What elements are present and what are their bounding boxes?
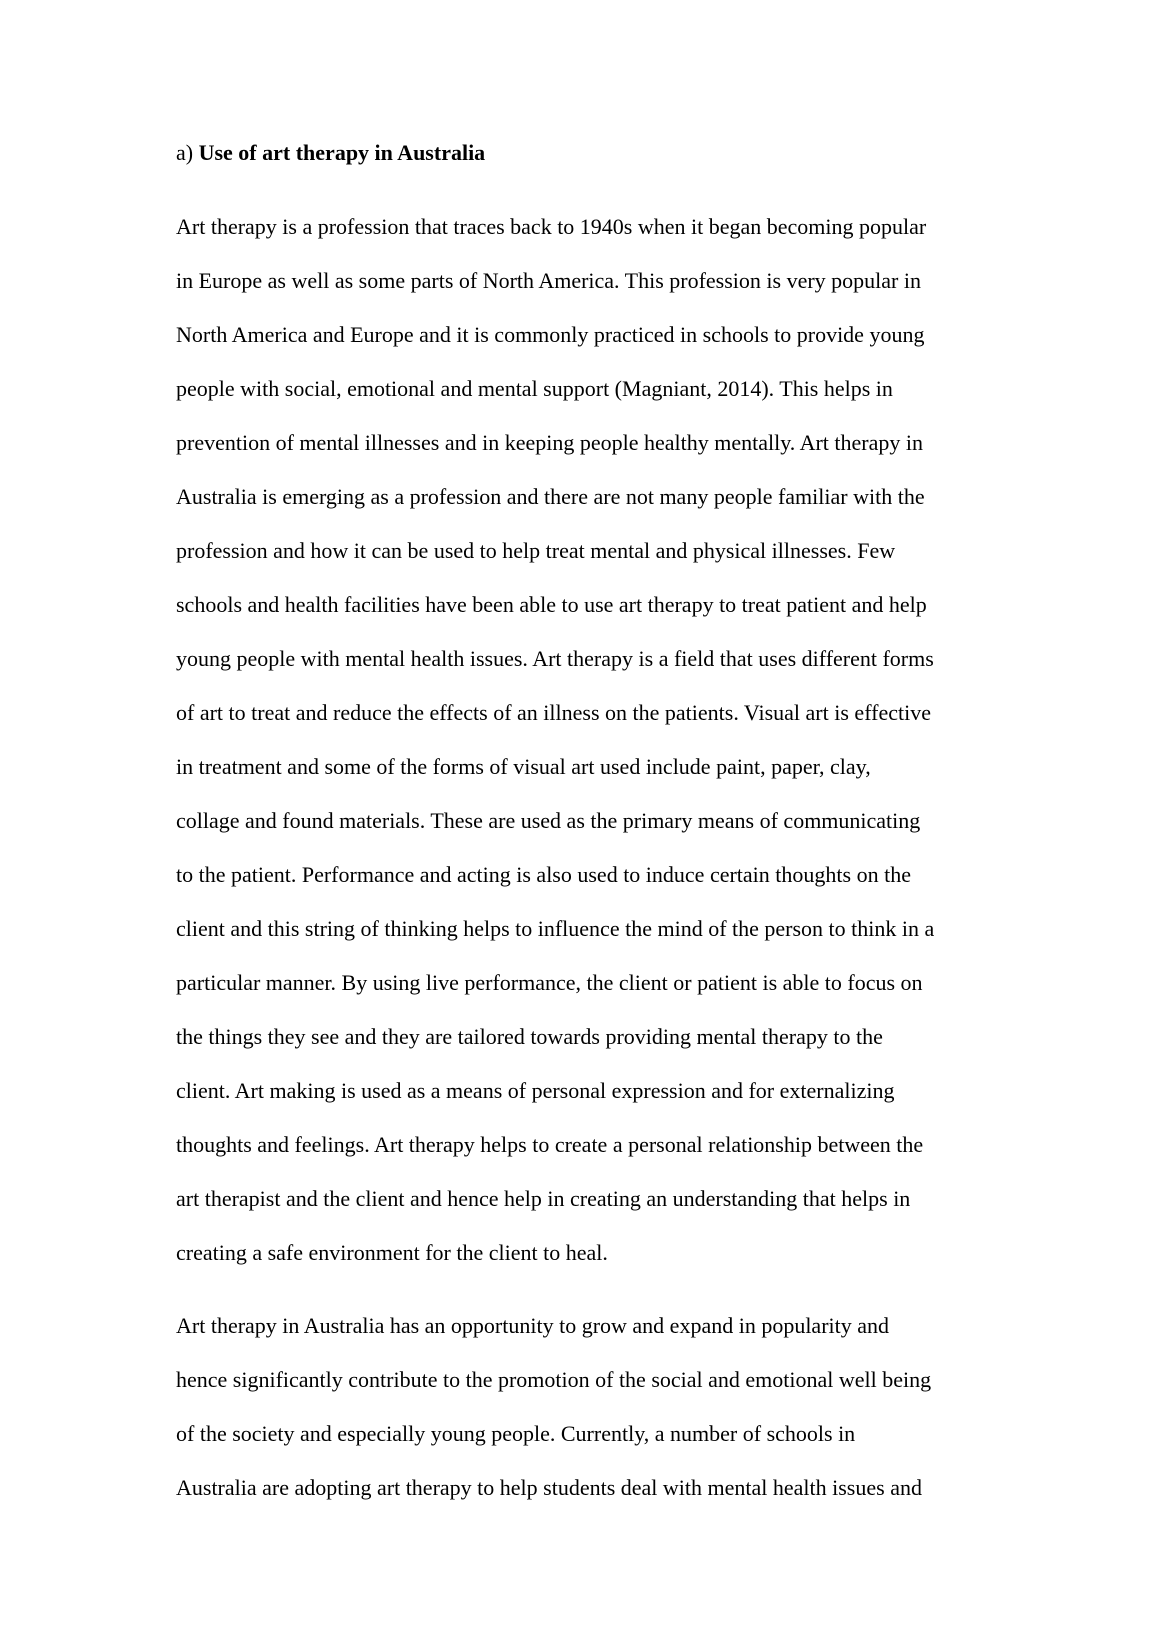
paragraph-2 [176, 1299, 992, 1515]
paragraph-line: North America and Europe and it is commonly practiced in schools to provide young [176, 322, 925, 347]
paragraph-line: art therapist and the client and hence help in creating an understanding that helps in [176, 1186, 911, 1211]
paragraph-line: collage and found materials. These are used as the primary means of communicating [176, 808, 921, 833]
paragraph-line: to the patient. Performance and acting is also used to induce certain thoughts on the [176, 862, 911, 887]
section-heading-title: Use of art therapy in Australia [198, 140, 486, 165]
paragraph-line: schools and health facilities have been able to use art therapy to treat patient and help [176, 592, 927, 617]
paragraph-line: people with social, emotional and mental support (Magniant, 2014). This helps in [176, 376, 893, 401]
paragraph-line: creating a safe environment for the client to heal. [176, 1240, 608, 1265]
paragraph-line: profession and how it can be used to help treat mental and physical illnesses. Few [176, 538, 896, 563]
paragraph-line: Australia are adopting art therapy to help students deal with mental health issues and [176, 1475, 922, 1500]
paragraph-line: client and this string of thinking helps to influence the mind of the person to think in a [176, 916, 935, 941]
paragraph-line: young people with mental health issues. Art therapy is a field that uses different forms [176, 646, 934, 671]
paragraph-line: in treatment and some of the forms of visual art used include paint, paper, clay, [176, 754, 871, 779]
paragraph-line: of art to treat and reduce the effects of an illness on the patients. Visual art is effective [176, 700, 931, 725]
section-heading [176, 136, 992, 170]
paragraph-line: Australia is emerging as a profession and there are not many people familiar with the [176, 484, 925, 509]
document-body [176, 136, 992, 1515]
paragraph-line: of the society and especially young people. Currently, a number of schools in [176, 1421, 856, 1446]
paragraph-line: client. Art making is used as a means of personal expression and for externalizing [176, 1078, 895, 1103]
paragraph-line: Art therapy in Australia has an opportunity to grow and expand in popularity and [176, 1313, 890, 1338]
section-heading-prefix: a) [176, 140, 194, 165]
paragraph-line: in Europe as well as some parts of North America. This profession is very popular in [176, 268, 921, 293]
paragraph-line: thoughts and feelings. Art therapy helps to create a personal relationship between the [176, 1132, 924, 1157]
paragraph-line: prevention of mental illnesses and in keeping people healthy mentally. Art therapy in [176, 430, 923, 455]
paragraph-line: the things they see and they are tailored towards providing mental therapy to the [176, 1024, 883, 1049]
paragraph-line: Art therapy is a profession that traces back to 1940s when it began becoming popular [176, 214, 927, 239]
paragraph-1 [176, 200, 992, 1280]
paragraph-line: hence significantly contribute to the promotion of the social and emotional well being [176, 1367, 932, 1392]
paragraph-line: particular manner. By using live performance, the client or patient is able to focus on [176, 970, 923, 995]
